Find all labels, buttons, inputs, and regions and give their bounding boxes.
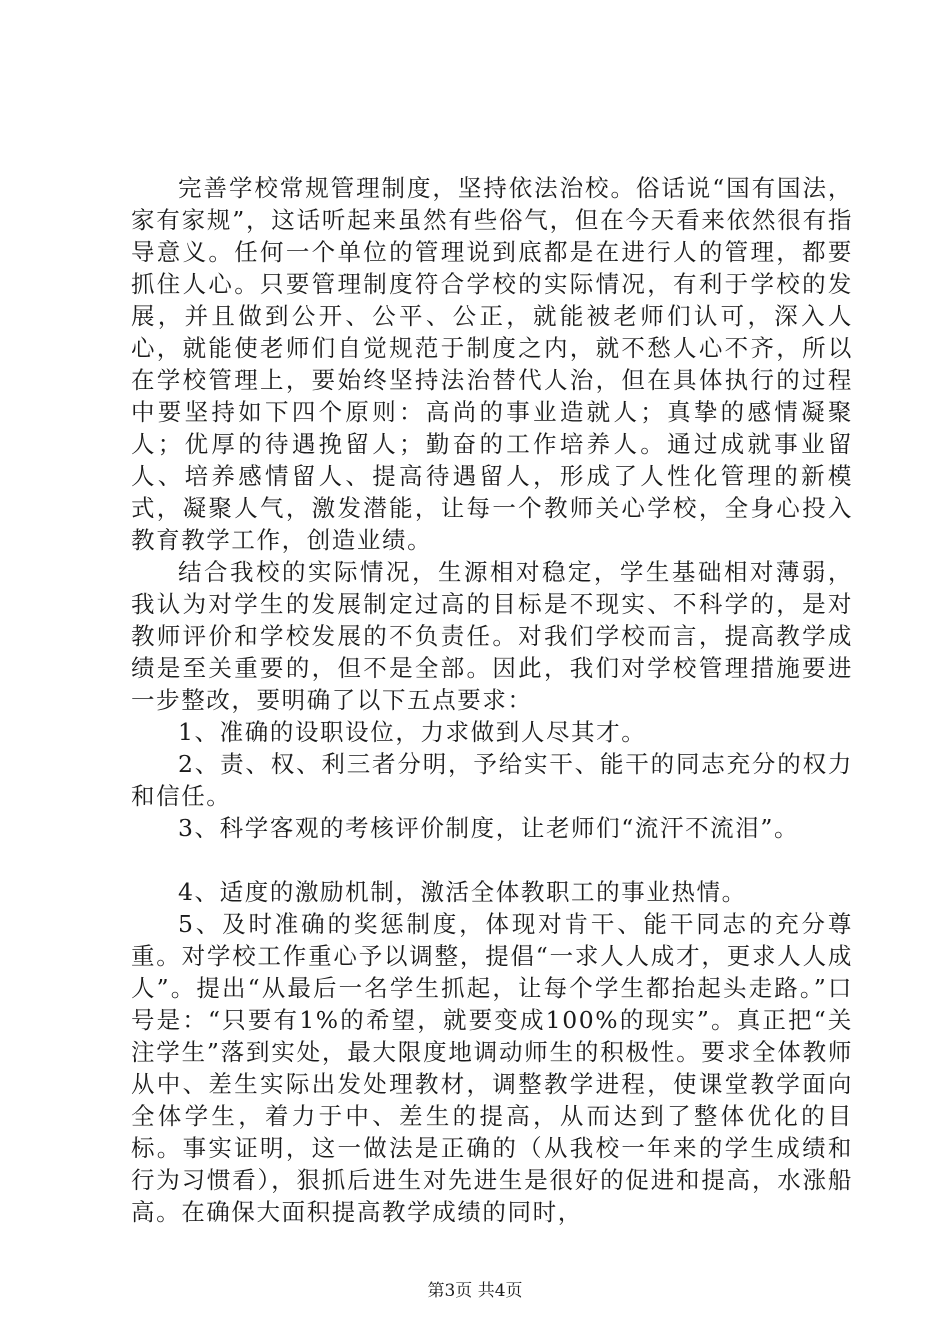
list-item-2: 2、责、权、利三者分明，予给实干、能干的同志充分的权力和信任。 (131, 750, 853, 810)
list-item-3: 3、科学客观的考核评价制度，让老师们“流汗不流泪”。 (178, 814, 800, 842)
list-item-1: 1、准确的设职设位，力求做到人尽其才。 (178, 718, 647, 746)
document-body (131, 172, 853, 1228)
paragraph-regulations: 完善学校常规管理制度，坚持依法治校。俗话说“国有国法，家有家规”，这话听起来虽然有些俗气，但在今天看来依然很有指导意义。任何一个单位的管理说到底都是在进行人的管理，都要抓住人心。只要管理制度符合学校的实际情况，有利于学校的发展，并且做到公开、公平、公正，就能被老师们认可，深入人心，就能使老师们自觉规范于制度之内，就不愁人心不齐，所以在学校管理上，要始终坚持法治替代人治，但在具体执行的过程中要坚持如下四个原则：高尚的事业造就人；真挚的感情凝聚人；优厚的待遇挽留人；勤奋的工作培养人。通过成就事业留人、培养感情留人、提高待遇留人，形成了人性化管理的新模式，凝聚人气，激发潜能，让每一个教师关心学校，全身心投入教育教学工作，创造业绩。 (131, 174, 853, 554)
page-number-footer: 第3页 共4页 (427, 1281, 523, 1301)
paragraph-school-situation: 结合我校的实际情况，生源相对稳定，学生基础相对薄弱，我认为对学生的发展制定过高的目标是不现实、不科学的，是对教师评价和学校发展的不负责任。对我们学校而言，提高教学成绩是至关重要的，但不是全部。因此，我们对学校管理措施要进一步整改，要明确了以下五点要求： (131, 558, 853, 714)
list-item-4: 4、适度的激励机制，激活全体教职工的事业热情。 (178, 878, 747, 906)
list-item-5: 5、及时准确的奖惩制度，体现对肯干、能干同志的充分尊重。对学校工作重心予以调整，提倡“一求人人成才，更求人人成人”。提出“从最后一名学生抓起，让每个学生都抬起头走路。”口号是：“只要有1%的希望，就要变成100%的现实”。真正把“关注学生”落到实处，最大限度地调动师生的积极性。要求全体教师从中、差生实际出发处理教材，调整教学进程，使课堂教学面向全体学生，着力于中、差生的提高，从而达到了整体优化的目标。事实证明，这一做法是正确的（从我校一年来的学生成绩和行为习惯看），狠抓后进生对先进生是很好的促进和提高，水涨船高。在确保大面积提高教学成绩的同时， (131, 910, 853, 1226)
